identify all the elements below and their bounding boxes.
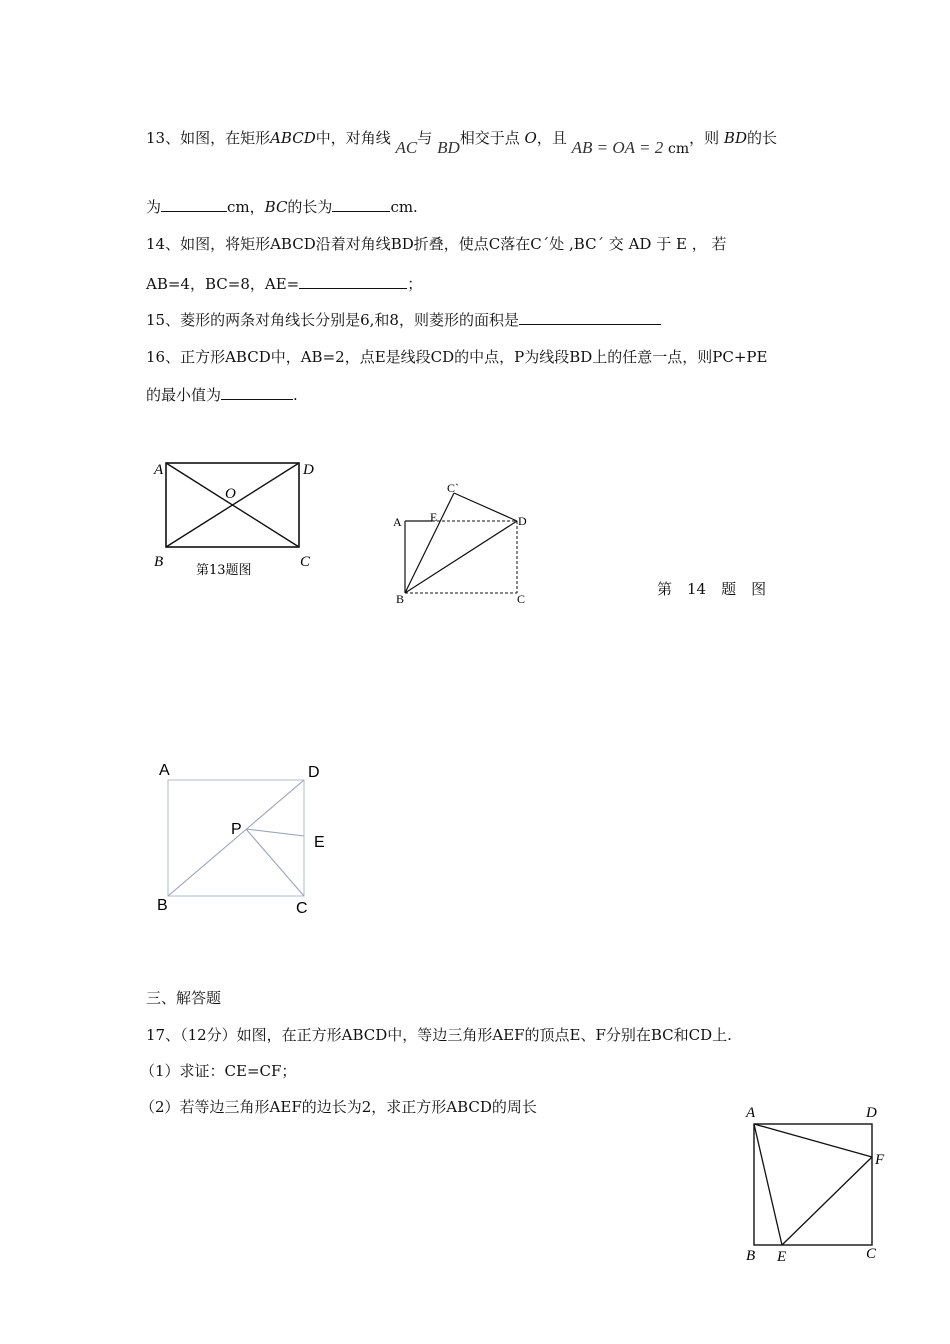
segment-ae: [754, 1124, 782, 1245]
figure-14: [390, 478, 540, 613]
q17-part1: （1）求证：CE=CF；: [140, 1062, 297, 1080]
segment-pe: [246, 829, 304, 836]
answer-blank-bc[interactable]: [332, 199, 390, 212]
q17-part2: （2）若等边三角形AEF的边长为2，求正方形ABCD的周长: [140, 1098, 537, 1116]
figure-13: [140, 450, 340, 590]
figure-13-caption: 第13题图: [196, 563, 252, 578]
label-a: A: [393, 515, 402, 529]
label-d: D: [303, 462, 314, 478]
q17-line1: 17、（12分）如图，在正方形ABCD中，等边三角形AEF的顶点E、F分别在BC和CD上.: [146, 1026, 732, 1044]
answer-blank-area[interactable]: [519, 312, 661, 325]
answer-blank-bd[interactable]: [161, 199, 227, 212]
label-o: O: [225, 486, 236, 502]
segment-bd: [405, 521, 517, 593]
q14-line1: 14、如图，将矩形ABCD沿着对角线BD折叠，使点C落在C´处 ,BC´ 交 AD 于 E ， 若: [146, 235, 727, 253]
segment-af: [754, 1124, 872, 1157]
label-b: B: [746, 1248, 756, 1264]
square-abcd-17: [754, 1124, 872, 1245]
label-c: C: [517, 592, 526, 606]
label-a: A: [154, 462, 164, 478]
section-3-title: 三、解答题: [146, 989, 222, 1007]
label-c: C: [296, 900, 308, 917]
label-d: D: [518, 514, 527, 528]
q13-line1: 13、如图，在矩形ABCD中，对角线 AC与 BD相交于点 O，且 AB = OA = 2 cm，则 BD的长: [146, 129, 777, 157]
label-d: D: [866, 1105, 877, 1121]
segment-ef: [782, 1157, 872, 1245]
label-c: C: [300, 554, 311, 570]
label-a: A: [159, 762, 170, 779]
label-b: B: [154, 554, 164, 570]
label-b: B: [396, 592, 405, 606]
q13-line2: 为 cm，BC的长为 cm.: [146, 198, 418, 216]
segment-c1d: [454, 493, 517, 521]
segment-bc1: [405, 493, 454, 593]
label-e: E: [430, 510, 438, 524]
label-f: F: [875, 1152, 885, 1168]
label-e: E: [314, 834, 325, 851]
label-e: E: [777, 1249, 787, 1265]
label-a: A: [746, 1105, 756, 1121]
label-c-prime: C`: [447, 481, 459, 495]
figure-16: [150, 760, 340, 920]
diagonal-bd: [168, 780, 304, 896]
q15-line: 15、菱形的两条对角线长分别是6,和8，则菱形的面积是: [146, 309, 661, 330]
ac-formula: AC: [395, 138, 418, 157]
q16-line1: 16、正方形ABCD中，AB=2，点E是线段CD的中点，P为线段BD上的任意一点，则PC+PE: [146, 348, 768, 366]
label-c: C: [866, 1246, 877, 1262]
answer-blank-min[interactable]: [221, 387, 293, 400]
q14-line2: AB=4，BC=8，AE= ；: [146, 275, 423, 293]
label-b: B: [157, 897, 168, 914]
ab-oa-formula: AB = OA = 2: [571, 138, 664, 157]
figure-14-caption: 第 14 题 图: [657, 580, 767, 598]
figure-17: [735, 1100, 895, 1265]
q16-line2: 的最小值为 .: [146, 386, 298, 404]
answer-blank-ae[interactable]: [299, 276, 407, 289]
bd-formula: BD: [437, 138, 460, 157]
label-p: P: [231, 821, 242, 838]
segment-pc: [246, 829, 304, 896]
label-d: D: [308, 764, 320, 781]
